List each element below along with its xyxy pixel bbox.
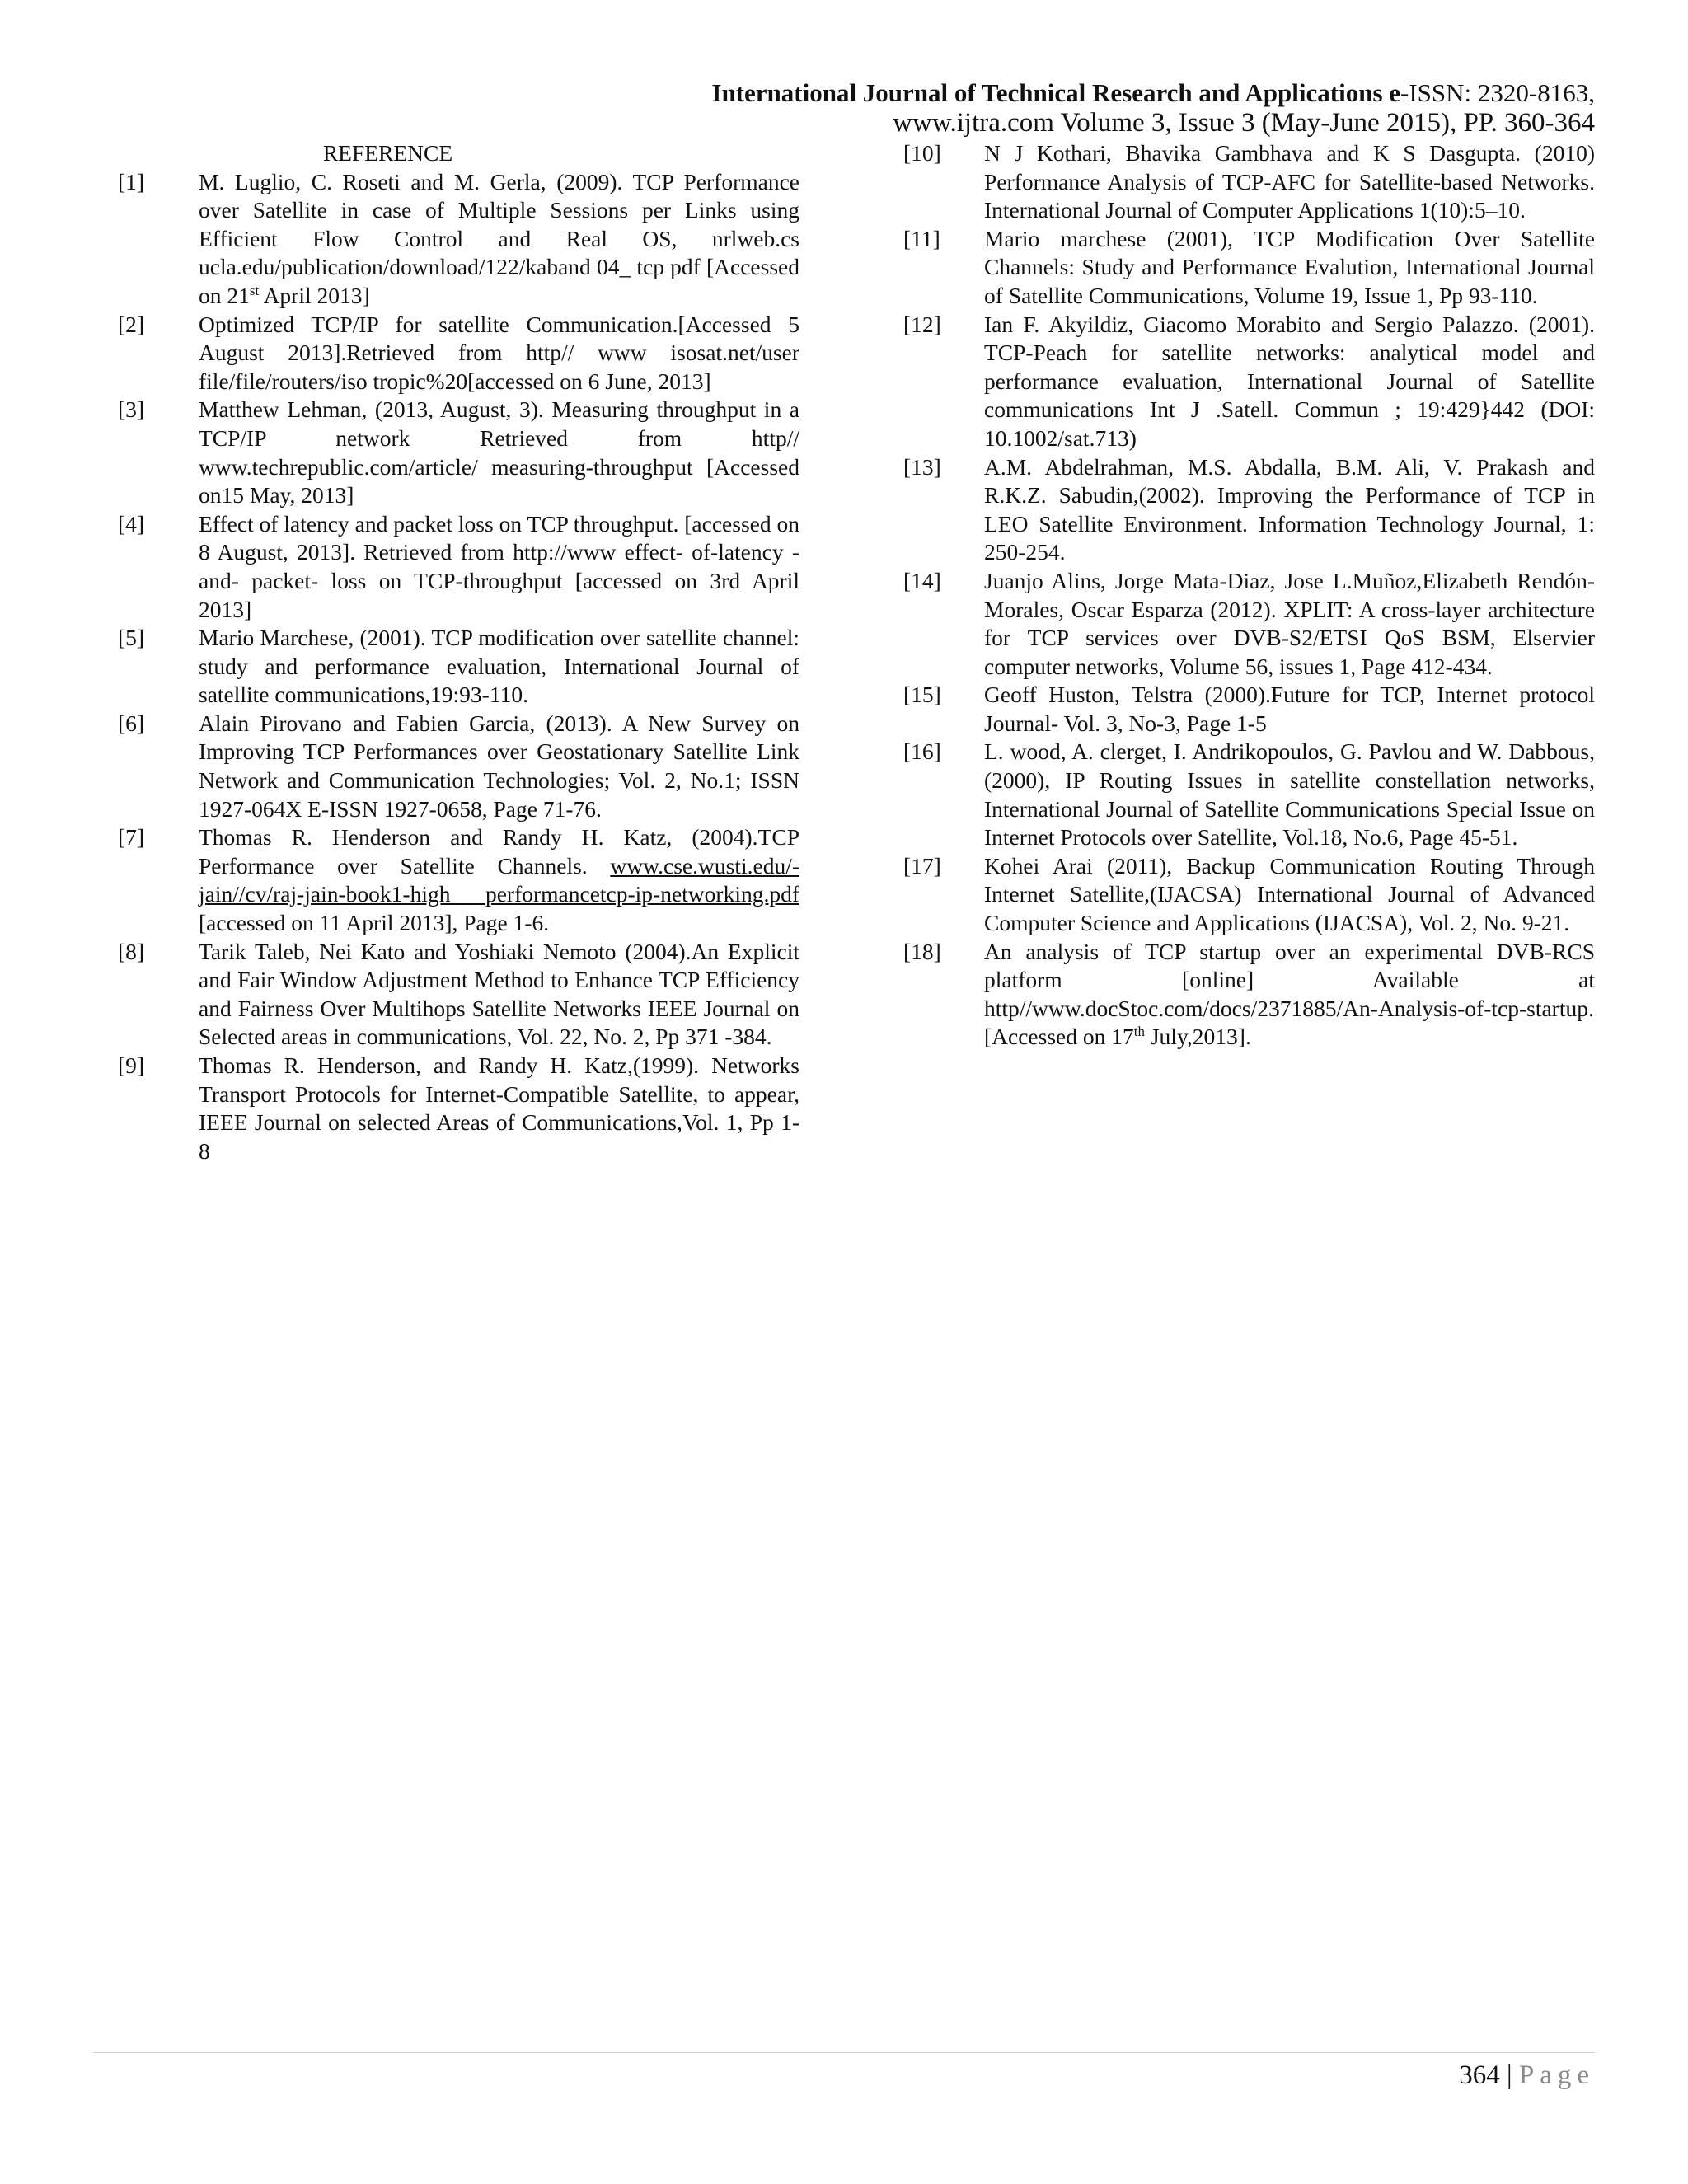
reference-number: [13] [903,453,941,480]
reference-item [118,624,799,710]
reference-item [903,453,1595,567]
reference-column-right [903,139,1595,1052]
page-label: Page [1518,2060,1595,2090]
journal-name: International Journal of Technical Research and Applications e- [711,78,1409,107]
reference-text: Optimized TCP/IP for satellite Communication.[Accessed 5 August 2013].Retrieved from http// www isosat.net/user file/file/routers/iso tropic%20[accessed on 6 June, 2013] [199,311,799,394]
reference-text: M. Luglio, C. Roseti and M. Gerla, (2009). TCP Performance over Satellite in case of Multiple Sessions per Links using Efficient Flow Control and Real OS, nrlweb.cs ucla.edu/publication/download/122/kaband 04_ tcp pdf [Accessed on 21st April 2013] [199,168,799,308]
reference-number: [5] [118,625,145,651]
reference-text: Thomas R. Henderson and Randy H. Katz, (2004).TCP Performance over Satellite Channels. www.cse.wusti.edu/-jain//cv/raj-jain-book1-high performancetcp-ip-networking.pdf [accessed on 11 April 2013], Page 1-6. [199,824,799,936]
reference-item [903,738,1595,851]
reference-item [903,938,1595,1052]
reference-text: Effect of latency and packet loss on TCP throughput. [accessed on 8 August, 2013]. Retrieved from http://www effect- of-latency -and- packet- loss on TCP-throughput [accessed on 3rd April 2013] [199,510,799,622]
reference-number: [12] [903,311,941,337]
reference-number: [10] [903,140,941,166]
reference-text: Juanjo Alins, Jorge Mata-Diaz, Jose L.Muñoz,Elizabeth Rendón-Morales, Oscar Esparza (2012). XPLIT: A cross-layer architecture for TCP services over DVB-S2/ETSI QoS BSM, Elservier computer networks, Volume 56, issues 1, Page 412-434. [984,567,1595,679]
journal-issn: ISSN: 2320-8163, [1409,78,1595,107]
page-separator: | [1506,2060,1512,2090]
reference-item [903,311,1595,453]
reference-text: Alain Pirovano and Fabien Garcia, (2013). A New Survey on Improving TCP Performances over Geostationary Satellite Link Network and Communication Technologies; Vol. 2, No.1; ISSN 1927-064X E-ISSN 1927-0658, Page 71-76. [199,710,799,822]
reference-text: L. wood, A. clerget, I. Andrikopoulos, G. Pavlou and W. Dabbous, (2000), IP Routing Issues in satellite constellation networks, International Journal of Satellite Communications Special Issue on Internet Protocols over Satellite, Vol.18, No.6, Page 45-51. [984,738,1595,851]
footer-divider [93,2052,1595,2053]
reference-number: [11] [903,225,940,251]
reference-item [118,823,799,937]
reference-text: Kohei Arai (2011), Backup Communication Routing Through Internet Satellite,(IJACSA) International Journal of Advanced Computer Science and Applications (IJACSA), Vol. 2, No. 9-21. [984,852,1595,936]
reference-number: [17] [903,852,941,879]
reference-text: Ian F. Akyildiz, Giacomo Morabito and Sergio Palazzo. (2001). TCP-Peach for satellite networks: analytical model and performance evaluation, International Journal of Satellite communications Int J .Satell. Commun ; 19:429}442 (DOI: 10.1002/sat.713) [984,311,1595,451]
journal-title-line [711,77,1595,108]
reference-number: [2] [118,311,145,337]
reference-number: [8] [118,938,145,964]
reference-number: [15] [903,682,941,708]
page-number: 364 [1459,2060,1500,2090]
reference-item [903,139,1595,225]
reference-item [903,852,1595,938]
reference-text: Mario marchese (2001), TCP Modification Over Satellite Channels: Study and Performance Evalution, International Journal of Satellite Communications, Volume 19, Issue 1, Pp 93-110. [984,225,1595,308]
reference-item [118,510,799,624]
reference-text: Thomas R. Henderson, and Randy H. Katz,(1999). Networks Transport Protocols for Internet-Compatible Satellite, to appear, IEEE Journal on selected Areas of Communications,Vol. 1, Pp 1-8 [199,1052,799,1164]
reference-link[interactable]: www.cse.wusti.edu/-jain//cv/raj-jain-book1-high performancetcp-ip-networking.pdf [199,852,799,907]
reference-text: Tarik Taleb, Nei Kato and Yoshiaki Nemoto (2004).An Explicit and Fair Window Adjustment Method to Enhance TCP Efficiency and Fairness Over Multihops Satellite Networks IEEE Journal on Selected areas in communications, Vol. 22, No. 2, Pp 371 -384. [199,938,799,1050]
page-footer [1459,2059,1595,2092]
reference-number: [16] [903,738,941,765]
reference-item [903,681,1595,738]
reference-text: Matthew Lehman, (2013, August, 3). Measuring throughput in a TCP/IP network Retrieved from http// www.techrepublic.com/article/ measuring-throughput [Accessed on15 May, 2013] [199,396,799,509]
reference-number: [6] [118,710,145,736]
reference-item [118,168,799,311]
reference-text: Geoff Huston, Telstra (2000).Future for TCP, Internet protocol Journal- Vol. 3, No-3, Page 1-5 [984,682,1595,736]
reference-text: N J Kothari, Bhavika Gambhava and K S Dasgupta. (2010) Performance Analysis of TCP-AFC for Satellite-based Networks. International Journal of Computer Applications 1(10):5–10. [984,140,1595,223]
reference-number: [14] [903,567,941,593]
reference-text: An analysis of TCP startup over an experimental DVB-RCS platform [online] Available at http//www.docStoc.com/docs/2371885/An-Analysis-of-tcp-startup.[Accessed on 17th July,2013]. [984,938,1595,1050]
reference-number: [18] [903,938,941,964]
reference-text: A.M. Abdelrahman, M.S. Abdalla, B.M. Ali, V. Prakash and R.K.Z. Sabudin,(2002). Improving the Performance of TCP in LEO Satellite Environment. Information Technology Journal, 1: 250-254. [984,453,1595,565]
reference-number: [3] [118,396,145,423]
reference-text: Mario Marchese, (2001). TCP modification over satellite channel: study and performance evaluation, International Journal of satellite communications,19:93-110. [199,625,799,708]
reference-number: [9] [118,1052,145,1078]
reference-item [118,1052,799,1165]
journal-volume-line: www.ijtra.com Volume 3, Issue 3 (May-June 2015), PP. 360-364 [893,108,1595,138]
reference-item [118,396,799,509]
section-title: REFERENCE [322,140,453,166]
reference-item [903,567,1595,681]
reference-number: [7] [118,824,145,851]
reference-number: [4] [118,510,145,537]
reference-item [118,938,799,1052]
reference-item [903,225,1595,311]
journal-header [711,77,1595,138]
reference-item [118,710,799,823]
reference-number: [1] [118,168,145,194]
reference-column-left [118,139,799,1165]
reference-item [118,311,799,396]
